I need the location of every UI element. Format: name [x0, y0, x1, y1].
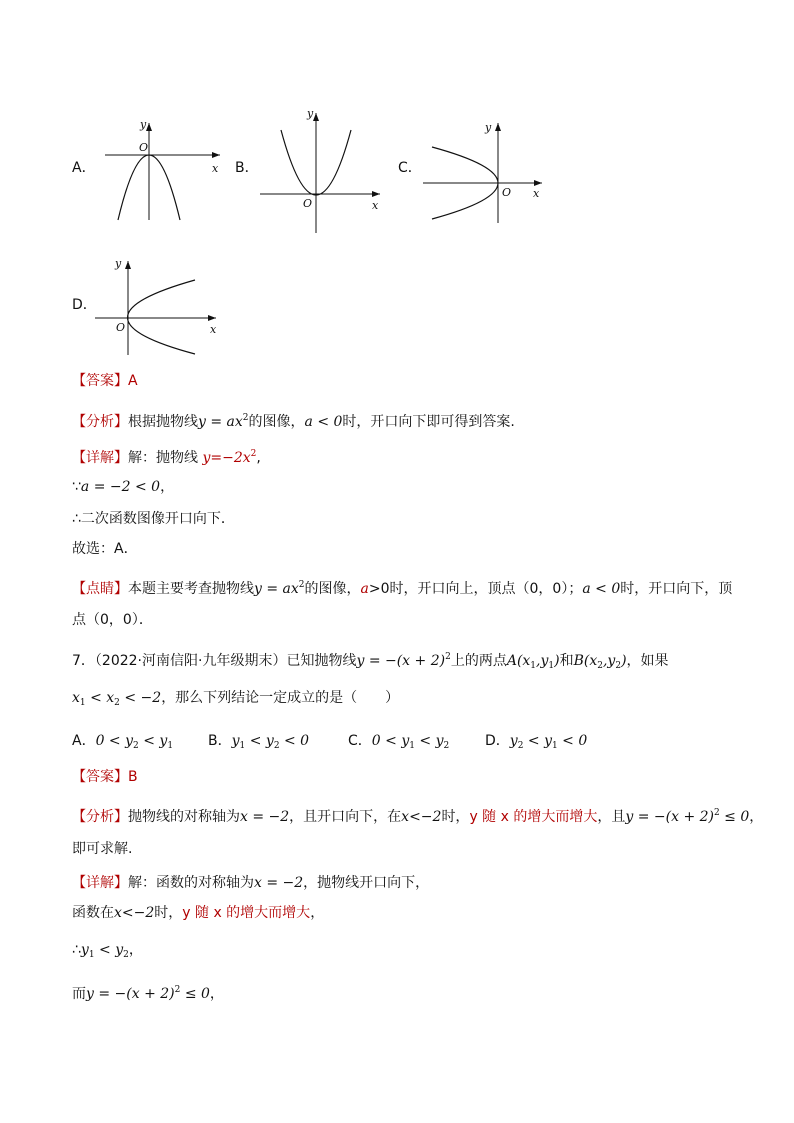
because-symbol: ∵: [72, 479, 81, 495]
condition: < x: [85, 690, 115, 706]
subscript: 1: [409, 741, 415, 751]
graph-b: [255, 105, 390, 235]
detail-tag: 【详解】: [72, 875, 128, 891]
question-func-exp: 2: [445, 652, 451, 662]
comment-text: >0时，开口向上，顶点（0，0）；: [368, 581, 583, 597]
option-math: 0 < y: [95, 733, 134, 749]
subscript: 1: [530, 661, 537, 671]
q7-analysis-line2: 即可求解.: [72, 841, 133, 857]
q6-detail-line2: [72, 477, 174, 497]
point-b: B(x: [573, 653, 598, 669]
graph-c-x-label: x: [533, 187, 540, 200]
graph-a-x-label: x: [212, 162, 219, 175]
question-text: 和: [559, 653, 574, 669]
analysis-math: x<−2: [401, 809, 442, 825]
comment-text: 的图像，: [304, 581, 361, 597]
detail-text: 函数在: [72, 905, 114, 921]
q7-answer: [72, 767, 138, 787]
choice-a-label: A．: [72, 160, 96, 176]
q6-detail-line4: 故选：A．: [72, 541, 138, 557]
q7-option-a: [72, 731, 173, 756]
q6-detail: [72, 444, 261, 468]
subscript: 2: [615, 661, 622, 671]
graph-b-y-label: y: [307, 107, 314, 120]
comment-expr: y = ax: [254, 581, 299, 597]
question-func: y = −(x + 2): [356, 653, 446, 669]
detail-text: ，: [209, 986, 224, 1002]
analysis-exp: 2: [242, 413, 249, 423]
subscript: 1: [239, 741, 246, 751]
q7-detail: [72, 873, 429, 893]
condition: x: [72, 690, 80, 706]
analysis-text: ，且开口向下，在: [289, 809, 402, 825]
detail-math: < y: [94, 942, 124, 958]
analysis-text: 根据抛物线: [128, 414, 198, 430]
analysis-tag: 【分析】: [72, 809, 128, 825]
option-math: < y: [414, 733, 444, 749]
graph-a-y-label: y: [140, 118, 147, 131]
q6-analysis: [72, 408, 515, 432]
subscript: 2: [133, 741, 139, 751]
q7-detail-line3: [72, 940, 143, 965]
question-text: 上的两点: [450, 653, 507, 669]
question-number: 7．: [72, 653, 95, 669]
graph-c-origin-label: O: [502, 186, 512, 199]
comment-text: 本题主要考查抛物线: [128, 581, 254, 597]
q7-stem: [72, 647, 669, 676]
graph-d-y-label: y: [115, 257, 122, 270]
option-math: < y: [245, 733, 274, 749]
analysis-text: ，: [749, 809, 764, 825]
detail-exp: 2: [174, 985, 181, 995]
analysis-exp: 2: [714, 808, 720, 818]
detail-func: ≤ 0: [180, 986, 210, 1002]
subscript: 1: [551, 741, 558, 751]
q7-option-b: [208, 731, 309, 756]
subscript: 2: [517, 741, 524, 751]
point-a: ,y: [536, 653, 549, 669]
subscript: 2: [123, 950, 129, 960]
point-a: A(x: [506, 653, 531, 669]
q7-option-c: [348, 731, 449, 756]
analysis-expr: y = ax: [198, 414, 243, 430]
graph-b-origin-label: O: [303, 197, 313, 210]
graph-d-origin-label: O: [116, 321, 126, 334]
detail-text: 而: [72, 986, 86, 1002]
option-math: y: [231, 733, 240, 749]
q7-stem-line2: [72, 688, 399, 713]
q7-analysis: [72, 803, 763, 827]
detail-tag: 【详解】: [72, 450, 128, 466]
option-label: C．: [348, 733, 372, 749]
graph-d-x-label: x: [210, 323, 217, 336]
detail-text: ,: [256, 450, 261, 466]
detail-text: 解：函数的对称轴为: [128, 875, 254, 891]
option-math: < y: [523, 733, 552, 749]
option-label: D．: [485, 733, 510, 749]
option-math: < 0: [279, 733, 310, 749]
choice-b-label: B．: [235, 160, 259, 176]
analysis-text: 的图像，: [248, 414, 305, 430]
option-math: y: [509, 733, 518, 749]
graph-c-y-label: y: [485, 121, 492, 134]
q7-detail-line4: [72, 980, 224, 1004]
q6-detail-line3: ∴二次函数图像开口向下．: [72, 511, 235, 527]
answer-value: A: [128, 373, 138, 389]
q7-detail-line2: [72, 903, 324, 923]
option-label: A．: [72, 733, 96, 749]
comment-tag: 【点睛】: [72, 581, 128, 597]
analysis-math: x = −2: [240, 809, 290, 825]
detail-text: 解：抛物线: [128, 450, 203, 466]
graph-c: [420, 115, 550, 225]
q6-answer: [72, 371, 138, 391]
therefore-symbol: ∴: [72, 942, 81, 958]
subscript: 2: [273, 741, 280, 751]
q7-option-d: [485, 731, 587, 756]
graph-a-origin-label: O: [139, 141, 149, 154]
option-math: 0 < y: [371, 733, 410, 749]
comment-cond: a: [360, 581, 369, 597]
detail-text: ，: [128, 942, 143, 958]
detail-text: ，: [310, 905, 325, 921]
analysis-cond: a < 0: [304, 414, 343, 430]
detail-text: ，: [160, 479, 175, 495]
choice-d-label: D．: [72, 297, 97, 313]
q6-comment-line2: 点（0，0）．: [72, 612, 153, 628]
detail-text: ，抛物线开口向下，: [303, 875, 430, 891]
subscript: 1: [167, 741, 174, 751]
option-label: B．: [208, 733, 232, 749]
option-math: < y: [138, 733, 168, 749]
detail-math: y: [80, 942, 89, 958]
detail-expr: y=−2x: [202, 450, 251, 466]
subscript: 1: [548, 661, 555, 671]
detail-text: 时，: [154, 905, 183, 921]
subscript: 2: [443, 741, 450, 751]
analysis-func: ≤ 0: [719, 809, 750, 825]
analysis-highlight: y 随 x 的增大而增大: [469, 809, 598, 825]
graph-d: [92, 255, 222, 360]
detail-math: x = −2: [254, 875, 304, 891]
question-text: （2022·河南信阳·九年级期末）已知抛物线: [94, 653, 357, 669]
question-text: ，那么下列结论一定成立的是（ ）: [161, 690, 400, 706]
point-b: ,y: [602, 653, 616, 669]
analysis-text: 抛物线的对称轴为: [128, 809, 240, 825]
answer-tag: 【答案】: [72, 373, 128, 389]
analysis-func: y = −(x + 2): [625, 809, 714, 825]
subscript: 1: [79, 698, 86, 708]
subscript: 2: [597, 661, 603, 671]
point-b: ): [621, 653, 627, 669]
detail-highlight: y 随 x 的增大而增大: [182, 905, 311, 921]
option-math: < 0: [557, 733, 588, 749]
detail-math: a = −2 < 0: [80, 479, 161, 495]
analysis-text: 时，开口向下即可得到答案.: [342, 414, 515, 430]
comment-exp: 2: [298, 580, 305, 590]
choice-c-label: C．: [398, 160, 422, 176]
analysis-text: ，且: [597, 809, 626, 825]
question-text: ，如果: [626, 653, 669, 669]
detail-math: x<−2: [114, 905, 155, 921]
subscript: 1: [88, 950, 95, 960]
comment-cond: a < 0: [582, 581, 621, 597]
graph-a: [100, 115, 230, 225]
q6-comment: [72, 575, 732, 599]
detail-exp: 2: [250, 449, 257, 459]
condition: < −2: [119, 690, 162, 706]
point-a: ): [554, 653, 560, 669]
subscript: 2: [114, 698, 120, 708]
detail-func: y = −(x + 2): [86, 986, 175, 1002]
analysis-tag: 【分析】: [72, 414, 128, 430]
answer-tag: 【答案】: [72, 769, 128, 785]
analysis-text: 时，: [441, 809, 470, 825]
comment-text: 时，开口向下，顶: [620, 581, 733, 597]
answer-value: B: [128, 769, 138, 785]
graph-b-x-label: x: [372, 199, 379, 212]
